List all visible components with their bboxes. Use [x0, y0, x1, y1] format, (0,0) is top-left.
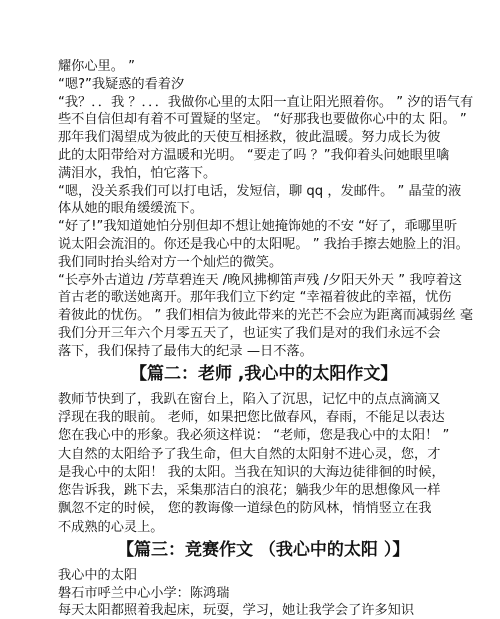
section-heading: 【篇三：竞赛作文 （我心中的太阳 ）】	[117, 540, 410, 560]
text-line: 耀你心里。 ”	[58, 59, 135, 74]
text-line: 满泪水，我怕，怕它落下。	[58, 165, 217, 181]
text-line: “嗯，没关系我们可以打电话，发短信，聊 qq ，发邮件。 ” 晶莹的液	[58, 183, 462, 199]
text-line: “好了!”我知道她怕分别但却不想让她掩饰她的不安 “好了，乖哪里听	[58, 219, 458, 235]
text-line: 教师节快到了，我趴在窗台上，陷入了沉思，记忆中的点点滴滴又	[58, 391, 441, 407]
text-line: 浮现在我的眼前。 老师，如果把您比做春风，春雨，不能足以表达	[58, 409, 445, 425]
text-line: 些不自信但却有着不可置疑的坚定。 “好那我也要做你心中的太 阳。 ”	[58, 112, 467, 128]
text-line: “我？．．我 ？．．．我做你心里的太阳一直让阳光照着你。 ” 汐的语气有	[58, 94, 474, 110]
text-line: 那年我们渴望成为彼此的天使互相拯救，彼此温暖。努力成长为彼	[58, 130, 441, 146]
text-line: 说太阳会流泪的。你还是我心中的太阳呢。 ” 我抬手擦去她脸上的泪。	[58, 237, 469, 252]
text-line: 飘忽不定的时候， 您的教诲像一道绿色的防风林，悄悄竖立在我	[58, 501, 432, 517]
text-line: 大自然的太阳给予了我生命，但大自然的太阳射不进心灵，您，才	[58, 446, 441, 462]
text-line: 是我心中的太阳！ 我的太阳。当我在知识的大海边徒徘徊的时候，	[58, 464, 445, 480]
text-line: 落下，我们保持了最伟大的纪录 —日不落。	[58, 343, 313, 359]
text-line: “长亭外古道边 /芳草碧连天 /晚风拂柳笛声残 /夕阳天外天 ” 我哼着这	[58, 272, 463, 288]
text-line: 体从她的眼角缓缓流下。	[58, 201, 204, 217]
text-line: 不成熟的心灵上。	[58, 519, 164, 535]
text-line: 我心中的太阳	[58, 568, 138, 583]
text-line: 我们同时抬头给对方一个灿烂的微笑。	[58, 254, 283, 270]
text-line: 您在我心中的形象。我必须这样说： “老师，您是我心中的太阳！ ”	[58, 428, 450, 444]
section-heading: 【篇二：老师 ,我心中的太阳作文】	[130, 363, 398, 384]
text-line: 此的太阳带给对方温暖和光明。 “要走了吗 ？”我仰着头问她眼里噙	[58, 148, 450, 163]
text-line: 磐石市呼兰中心小学：陈鸿瑞	[58, 585, 230, 601]
text-line: 您告诉我，跳下去，采集那洁白的浪花；躺我少年的思想像风一样	[58, 483, 441, 499]
text-line: 每天太阳都照着我起床，玩耍，学习，她让我学会了许多知识	[58, 603, 415, 618]
text-line: “嗯?”我疑惑的看着汐	[58, 76, 185, 92]
text-line: 着彼此的忧伤。 ” 我们相信为彼此带来的光芒不会应为距离而减弱丝 毫	[58, 308, 474, 324]
text-line: 我们分开三年六个月零五天了，也证实了我们是对的我们永远不会	[58, 326, 441, 341]
text-line: 首古老的歌送她离开。那年我们立下约定 “幸福着彼此的幸福，忧伤	[58, 290, 452, 306]
